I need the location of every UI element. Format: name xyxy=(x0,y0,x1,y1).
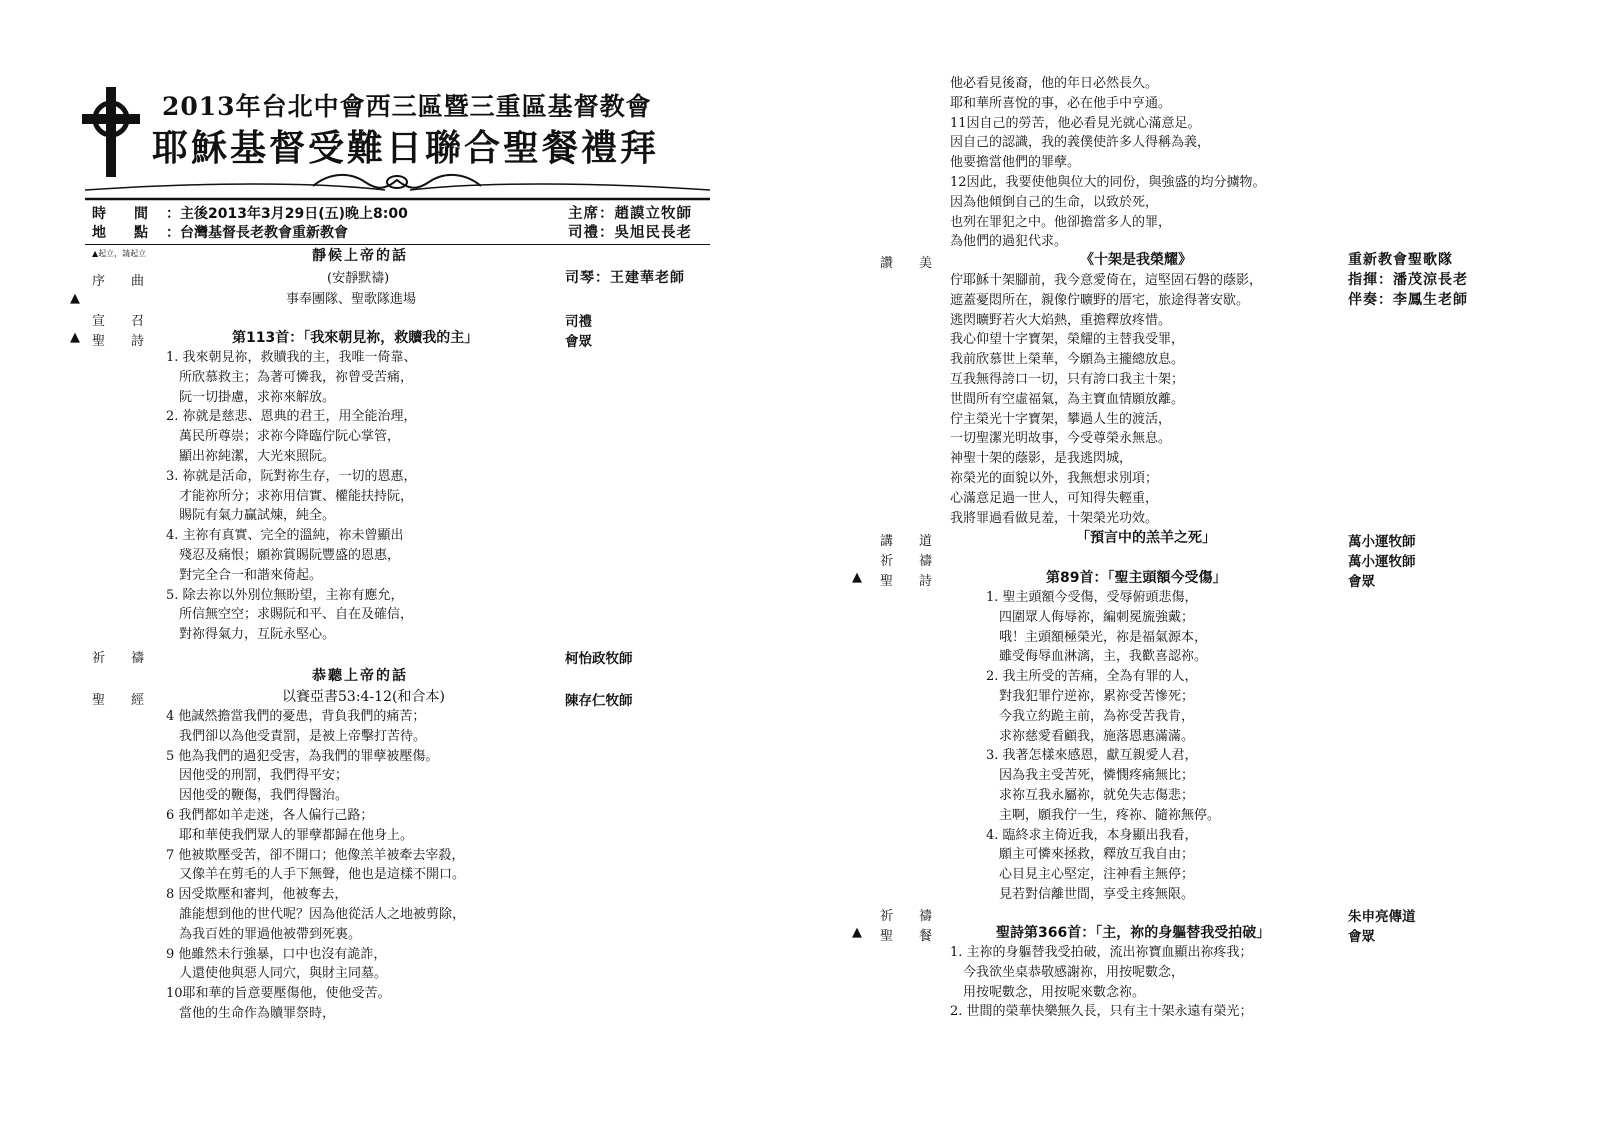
text-line: 2. 我主所受的苦痛，全為有罪的人， xyxy=(986,669,1198,685)
text-line: 一切聖潔光明故事，今受尊榮永無息。 xyxy=(950,431,1172,447)
hymn2-label: 聖詩 xyxy=(880,574,959,589)
text-line: 耶和華所喜悅的事，必在他手中亨通。 xyxy=(950,95,1172,111)
prayer2-leader xyxy=(1348,550,1483,570)
text-line: 求祢互我永屬祢，就免失志傷悲； xyxy=(986,788,1195,803)
prelude-leader: 司琴：王建華老師 xyxy=(565,270,685,286)
text-line: 對完全合一和諧來倚起。 xyxy=(166,567,323,583)
text-line: 他必看見後裔，他的年日必然長久。 xyxy=(950,76,1159,91)
header-line1: 2013年台北中會西三區暨三重區基督教會 xyxy=(162,92,652,121)
hymn2-leader xyxy=(1348,570,1483,590)
text-line: 我將罪過看做見羞，十架榮光功效。 xyxy=(950,510,1159,526)
hymn1-title: 第113首：「我來朝見祢，救贖我的主」 xyxy=(232,330,479,346)
text-line: 四圍眾人侮辱祢，編刺冕旒強戴； xyxy=(986,609,1195,625)
standing-note: ▲起立，請起立 xyxy=(92,249,147,258)
text-line: 互我無得誇口一切，只有誇口我主十架； xyxy=(950,372,1185,387)
text-line: 所欣慕救主；為著可憐我，祢曾受苦痛， xyxy=(166,369,414,385)
prayer3-leader xyxy=(1348,905,1483,925)
anthem-choir: 重新教會聖歌隊 xyxy=(1348,252,1453,268)
standing-triangle-icon: ▲ xyxy=(852,570,862,585)
text-line: 主啊，願我佇一生，疼祢、隨祢無停。 xyxy=(986,807,1221,823)
text-line: 又像羊在剪毛的人手下無聲，他也是這樣不開口。 xyxy=(166,867,466,883)
prayer1-leader-text: 柯怡政牧師 xyxy=(565,651,633,667)
text-line: 神聖十架的蔭影，是我逃閃城， xyxy=(950,451,1133,467)
text-line: 我心仰望十字寶架，榮耀的主替我受罪， xyxy=(950,332,1185,348)
text-line: 所信無空空；求賜阮和平、自在及確信， xyxy=(166,607,414,623)
prayer3-leader-text: 朱申亮傳道 xyxy=(1348,909,1416,925)
text-line: 12因此，我要使他與位大的同份，與強盛的均分擄物。 xyxy=(950,175,1266,190)
hymn1-label: 聖詩 xyxy=(92,334,171,349)
scripture-reference: 以賽亞書53:4-12(和合本) xyxy=(282,689,445,705)
scripture-leader xyxy=(565,689,700,709)
text-line: 5 他為我們的過犯受害，為我們的罪孽被壓傷。 xyxy=(166,748,439,764)
text-line: 因他受的刑罰，我們得平安； xyxy=(166,768,349,784)
text-line: 他要擔當他們的罪孽。 xyxy=(950,155,1081,171)
anthem-title: 《十架是我榮耀》 xyxy=(1080,252,1192,268)
text-line: 對我犯罪佇逆祢，累祢受苦慘死； xyxy=(986,689,1195,704)
text-line: 為他們的過犯代求。 xyxy=(950,234,1068,250)
prelude-label: 序曲 xyxy=(92,274,171,289)
prelude-content: (安靜默禱) xyxy=(327,271,390,286)
sermon-leader-text: 萬小運牧師 xyxy=(1348,534,1416,550)
communion-label: 聖餐 xyxy=(880,929,959,944)
scripture-label: 聖經 xyxy=(92,693,171,708)
standing-triangle-icon: ▲ xyxy=(70,330,80,345)
ornamental-divider xyxy=(85,168,710,204)
text-line: 4 他誠然擔當我們的憂患，背負我們的痛苦； xyxy=(166,709,426,724)
text-line: 也列在罪犯之中。他卻擔當多人的罪， xyxy=(950,214,1172,230)
text-line: 2. 祢就是慈悲、恩典的君王，用全能治理， xyxy=(166,409,417,425)
text-line: 心目見主心堅定，注神看主無停； xyxy=(986,867,1195,883)
standing-triangle-icon: ▲ xyxy=(70,291,80,306)
text-line: 3. 我著怎樣來感恩，獻互親愛人君， xyxy=(986,748,1198,764)
text-line: 5. 除去祢以外別位無盼望，主祢有應允， xyxy=(166,587,404,603)
text-line: 耶和華使我們眾人的罪孽都歸在他身上。 xyxy=(166,827,414,843)
call-label: 宣召 xyxy=(92,314,171,329)
hymn2-title: 第89首：「聖主頭額今受傷」 xyxy=(1046,570,1227,586)
text-line: 4. 臨終求主倚近我，本身顯出我看， xyxy=(986,827,1198,843)
text-line: 求祢慈愛看顧我，施落恩惠滿滿。 xyxy=(986,728,1195,744)
place-value: ：台灣基督長老教會重新教會 xyxy=(166,225,348,241)
sermon-label: 講道 xyxy=(880,534,959,549)
section-title-hear: 恭聽上帝的話 xyxy=(312,668,408,684)
text-line: 哦！主頭額極榮光，祢是福氣源本， xyxy=(986,629,1208,645)
anthem-accompanist: 伴奏：李鳳生老師 xyxy=(1348,292,1468,308)
standing-triangle-icon: ▲ xyxy=(852,925,862,940)
text-line: 我們卻以為他受責罰，是被上帝擊打苦待。 xyxy=(166,728,427,744)
time-value: ：主後2013年3月29日(五)晚上8:00 xyxy=(166,206,408,222)
text-line: 6 我們都如羊走迷，各人偏行己路； xyxy=(166,808,374,823)
communion-leader xyxy=(1348,925,1483,945)
text-line: 8 因受欺壓和審判，他被奪去， xyxy=(166,887,348,903)
liturgist-label: 司禮：吳旭民長老 xyxy=(568,225,692,241)
text-line: 因為我主受苦死，憐憫疼痛無比； xyxy=(986,768,1195,784)
text-line: 因自己的認識，我的義僕使許多人得稱為義， xyxy=(950,135,1211,151)
celtic-cross-icon xyxy=(80,85,142,177)
text-line: 因為他傾倒自己的生命，以致於死， xyxy=(950,194,1159,210)
text-line: 顯出祢純潔，大光來照阮。 xyxy=(166,449,336,464)
text-line: 萬民所尊崇；求祢今降臨佇阮心掌管， xyxy=(166,429,401,445)
anthem-conductor: 指揮：潘茂涼長老 xyxy=(1348,272,1468,288)
text-line: 人還使他與惡人同穴，與財主同墓。 xyxy=(166,966,388,982)
info-divider xyxy=(85,244,710,245)
text-line: 願主可憐來拯救，釋放互我自由； xyxy=(986,847,1195,863)
text-line: 1. 聖主頭額今受傷，受辱俯頭悲傷， xyxy=(986,590,1198,605)
text-line: 7 他被欺壓受苦，卻不開口；他像羔羊被牽去宰殺， xyxy=(166,847,465,863)
text-line: 9 他雖然未行強暴，口中也沒有詭詐， xyxy=(166,946,387,962)
right-page xyxy=(800,0,1600,1130)
text-line: 3. 祢就是活命，阮對祢生存，一切的恩惠， xyxy=(166,468,417,484)
text-line: 心滿意足過一世人，可知得失輕重， xyxy=(950,490,1159,506)
text-line: 10耶和華的旨意要壓傷他，使他受苦。 xyxy=(166,986,391,1002)
text-line: 11因自己的勞苦，他必看見光就心滿意足。 xyxy=(950,115,1201,131)
text-line: 1. 主祢的身軀替我受拍破，流出祢寶血顯出祢疼我； xyxy=(950,945,1253,960)
call-leader-text: 司禮 xyxy=(565,314,592,330)
text-line: 世間所有空虛福氣，為主寶血情願放離。 xyxy=(950,391,1185,407)
text-line: 雖受侮辱血淋漓，主，我歡喜認祢。 xyxy=(986,649,1208,665)
hymn1-leader-text: 會眾 xyxy=(565,334,592,350)
anthem-label: 讚美 xyxy=(880,256,959,271)
hymn2-leader-text: 會眾 xyxy=(1348,574,1375,590)
prayer2-leader-text: 萬小運牧師 xyxy=(1348,554,1416,570)
text-line: 殘忍及痛恨；願祢賞賜阮豐盛的恩惠， xyxy=(166,548,401,563)
prayer3-label: 祈禱 xyxy=(880,909,959,924)
procession-text: 事奉團隊、聖歌隊進場 xyxy=(286,292,417,307)
text-line: 祢榮光的面貌以外，我無想求別項； xyxy=(950,471,1159,486)
text-line: 佇耶穌十架腳前，我今意愛倚在，這堅固石磐的蔭影， xyxy=(950,273,1263,288)
text-line: 因他受的鞭傷，我們得醫治。 xyxy=(166,788,349,804)
scripture-leader-text: 陳存仁牧師 xyxy=(565,693,633,709)
text-line: 遮蓋憂悶所在，親像佇曠野的厝宅，旅途得著安歇。 xyxy=(950,292,1250,308)
communion-title: 聖詩第366首：「主，祢的身軀替我受拍破」 xyxy=(996,925,1271,941)
sermon-title: 「預言中的羔羊之死」 xyxy=(1076,530,1216,546)
text-line: 逃閃曠野若火大焰熱，重擔釋放疼惜。 xyxy=(950,312,1172,328)
text-line: 1. 我來朝見祢，救贖我的主，我唯一倚靠、 xyxy=(166,350,417,365)
hymn1-leader xyxy=(565,330,700,350)
text-line: 賜阮有氣力贏試煉，純全。 xyxy=(166,508,336,524)
sermon-leader xyxy=(1348,530,1483,550)
prayer1-leader xyxy=(565,647,700,667)
text-line: 對祢得氣力，互阮永堅心。 xyxy=(166,627,336,643)
text-line: 今我欲坐桌恭敬感謝祢，用按呢數念， xyxy=(950,964,1185,980)
chair-label: 主席：趙謨立牧師 xyxy=(568,206,692,222)
text-line: 為我百姓的罪過他被帶到死裏。 xyxy=(166,926,362,942)
section-title-wait: 靜候上帝的話 xyxy=(312,248,408,264)
text-line: 見若對信離世間，享受主疼無限。 xyxy=(986,887,1195,902)
text-line: 4. 主祢有真實、完全的溫純，祢未曾顯出 xyxy=(166,528,404,544)
place-label: 地 點 xyxy=(92,225,148,241)
time-label: 時 間 xyxy=(92,206,148,222)
prayer1-label: 祈禱 xyxy=(92,651,171,666)
text-line: 2. 世間的榮華快樂無久長，只有主十架永遠有榮光； xyxy=(950,1004,1253,1020)
text-line: 今我立約跪主前，為祢受苦我肯， xyxy=(986,708,1195,724)
text-line: 用按呢數念，用按呢來數念祢。 xyxy=(950,984,1146,1000)
call-leader xyxy=(565,310,700,330)
text-line: 當他的生命作為贖罪祭時， xyxy=(166,1006,336,1021)
text-line: 阮一切掛慮，求祢來解放。 xyxy=(166,389,336,405)
communion-leader-text: 會眾 xyxy=(1348,929,1375,945)
prayer2-label: 祈禱 xyxy=(880,554,959,569)
header-line2: 耶穌基督受難日聯合聖餐禮拜 xyxy=(152,128,660,169)
text-line: 佇主榮光十字寶架，攀過人生的渡活， xyxy=(950,411,1172,427)
text-line: 才能祢所分；求祢用信實、權能扶持阮， xyxy=(166,488,414,504)
text-line: 我前欣慕世上榮華，今願為主攏總放息。 xyxy=(950,352,1185,368)
text-line: 誰能想到他的世代呢？因為他從活人之地被剪除， xyxy=(166,907,466,922)
